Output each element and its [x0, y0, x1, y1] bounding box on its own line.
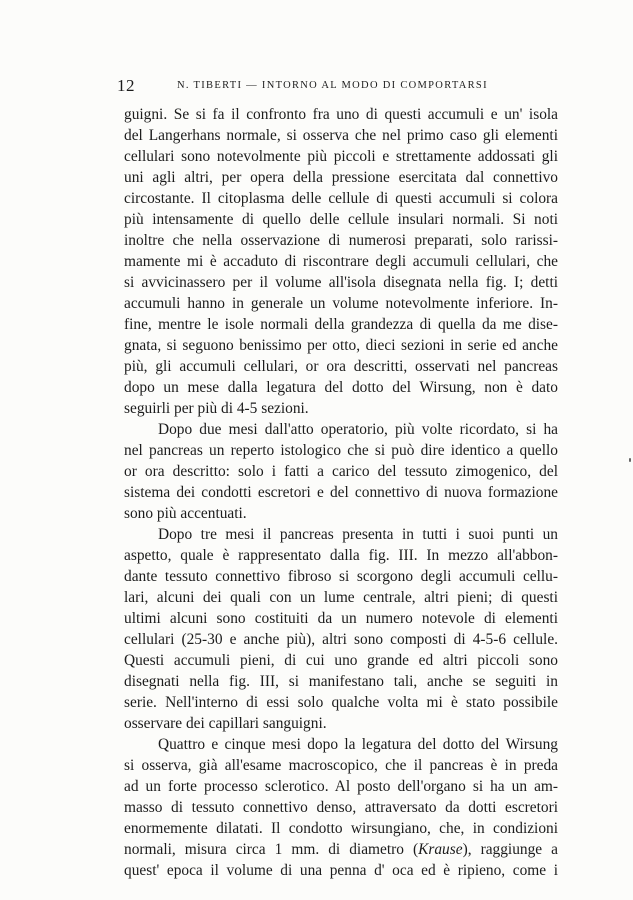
text-line: aspetto, quale è rappresentato dalla fig. III. In mezzo all'abbon-: [124, 547, 558, 564]
text-line: masso di tessuto connettivo denso, attraversato da dotti escretori: [124, 799, 558, 816]
text-line: quest' epoca il volume di una penna d' oca ed è ripieno, come i: [124, 862, 558, 879]
text-line: più intensamente di quello delle cellule insulari normali. Si noti: [124, 211, 558, 228]
page-number: 12: [117, 76, 135, 95]
text-line: accumuli hanno in generale un volume notevolmente inferiore. In-: [124, 295, 558, 312]
author-citation: Krause: [418, 841, 463, 858]
text-line: gnata, si seguono benissimo per otto, dieci sezioni in serie ed anche: [124, 337, 558, 354]
text-line: circostante. Il citoplasma delle cellule di questi accumuli si colora: [124, 190, 558, 207]
text-line: serie. Nell'interno di essi solo qualche volta mi è stato possibile: [124, 694, 558, 711]
page-header: [117, 76, 557, 100]
running-head: N. TIBERTI — INTORNO AL MODO DI COMPORTARSI: [177, 80, 488, 91]
text-line: ad un forte processo sclerotico. Al posto dell'organo si ha un am-: [124, 778, 558, 795]
text-line: si osserva, già all'esame macroscopico, che il pancreas è in preda: [124, 757, 558, 774]
paragraph-start-line: Quattro e cinque mesi dopo la legatura del dotto del Wirsung: [158, 736, 558, 753]
text-line: ultimi alcuni sono costituiti da un numero notevole di elementi: [124, 610, 558, 627]
text-line: mamente mi è accaduto di riscontrare degli accumuli cellulari, che: [124, 253, 558, 270]
text-segment: ), raggiunge a: [462, 841, 558, 858]
text-line: dante tessuto connettivo fibroso si scorgono degli accumuli cellu-: [124, 568, 558, 585]
text-line: si avvicinassero per il volume all'isola disegnata nella fig. I; detti: [124, 274, 558, 291]
paragraph-end-line: osservare dei capillari sanguigni.: [124, 715, 327, 732]
paragraph-end-line: seguirli per più di 4-5 sezioni.: [124, 400, 309, 417]
paragraph-start-line: Dopo due mesi dall'atto operatorio, più volte ricordato, si ha: [158, 421, 558, 438]
paragraph-end-line: sono più accentuati.: [124, 505, 247, 522]
text-line: lari, alcuni dei quali con un lume centrale, altri pieni; di questi: [124, 589, 558, 606]
body-text: [124, 104, 558, 881]
text-line: sistema dei condotti escretori e del connettivo di nuova formazione: [124, 484, 558, 501]
text-line: cellulari (25-30 e anche più), altri sono composti di 4-5-6 cellule.: [124, 631, 558, 648]
text-line: dopo un mese dalla legatura del dotto del Wirsung, non è dato: [124, 379, 558, 396]
text-line: più, gli accumuli cellulari, or ora descritti, osservati nel pancreas: [124, 358, 558, 375]
text-line: cellulari sono notevolmente più piccoli e strettamente addossati gli: [124, 148, 558, 165]
text-line: disegnati nella fig. III, si manifestano tali, anche se seguiti in: [124, 673, 558, 690]
text-line: nel pancreas un reperto istologico che si può dire identico a quello: [124, 442, 558, 459]
text-line-with-citation: [124, 839, 558, 860]
text-line: enormemente dilatati. Il condotto wirsungiano, che, in condizioni: [124, 820, 558, 837]
text-line: guigni. Se si fa il confronto fra uno di questi accumuli e un' isola: [124, 106, 558, 123]
text-line: del Langerhans normale, si osserva che nel primo caso gli elementi: [124, 127, 558, 144]
text-line: fine, mentre le isole normali della grandezza di quella da me dise-: [124, 316, 558, 333]
text-line: uni agli altri, per opera della pressione esercitata dal connettivo: [124, 169, 558, 186]
text-line: or ora descritto: solo i fatti a carico del tessuto zimogenico, del: [124, 463, 558, 480]
text-line: inoltre che nella osservazione di numerosi preparati, solo rarissi-: [124, 232, 558, 249]
text-line: Questi accumuli pieni, di cui uno grande ed altri piccoli sono: [124, 652, 558, 669]
text-segment: normali, misura circa 1 mm. di diametro (: [124, 841, 419, 858]
paragraph-start-line: Dopo tre mesi il pancreas presenta in tutti i suoi punti un: [158, 526, 558, 543]
paper-speck: [629, 458, 631, 462]
